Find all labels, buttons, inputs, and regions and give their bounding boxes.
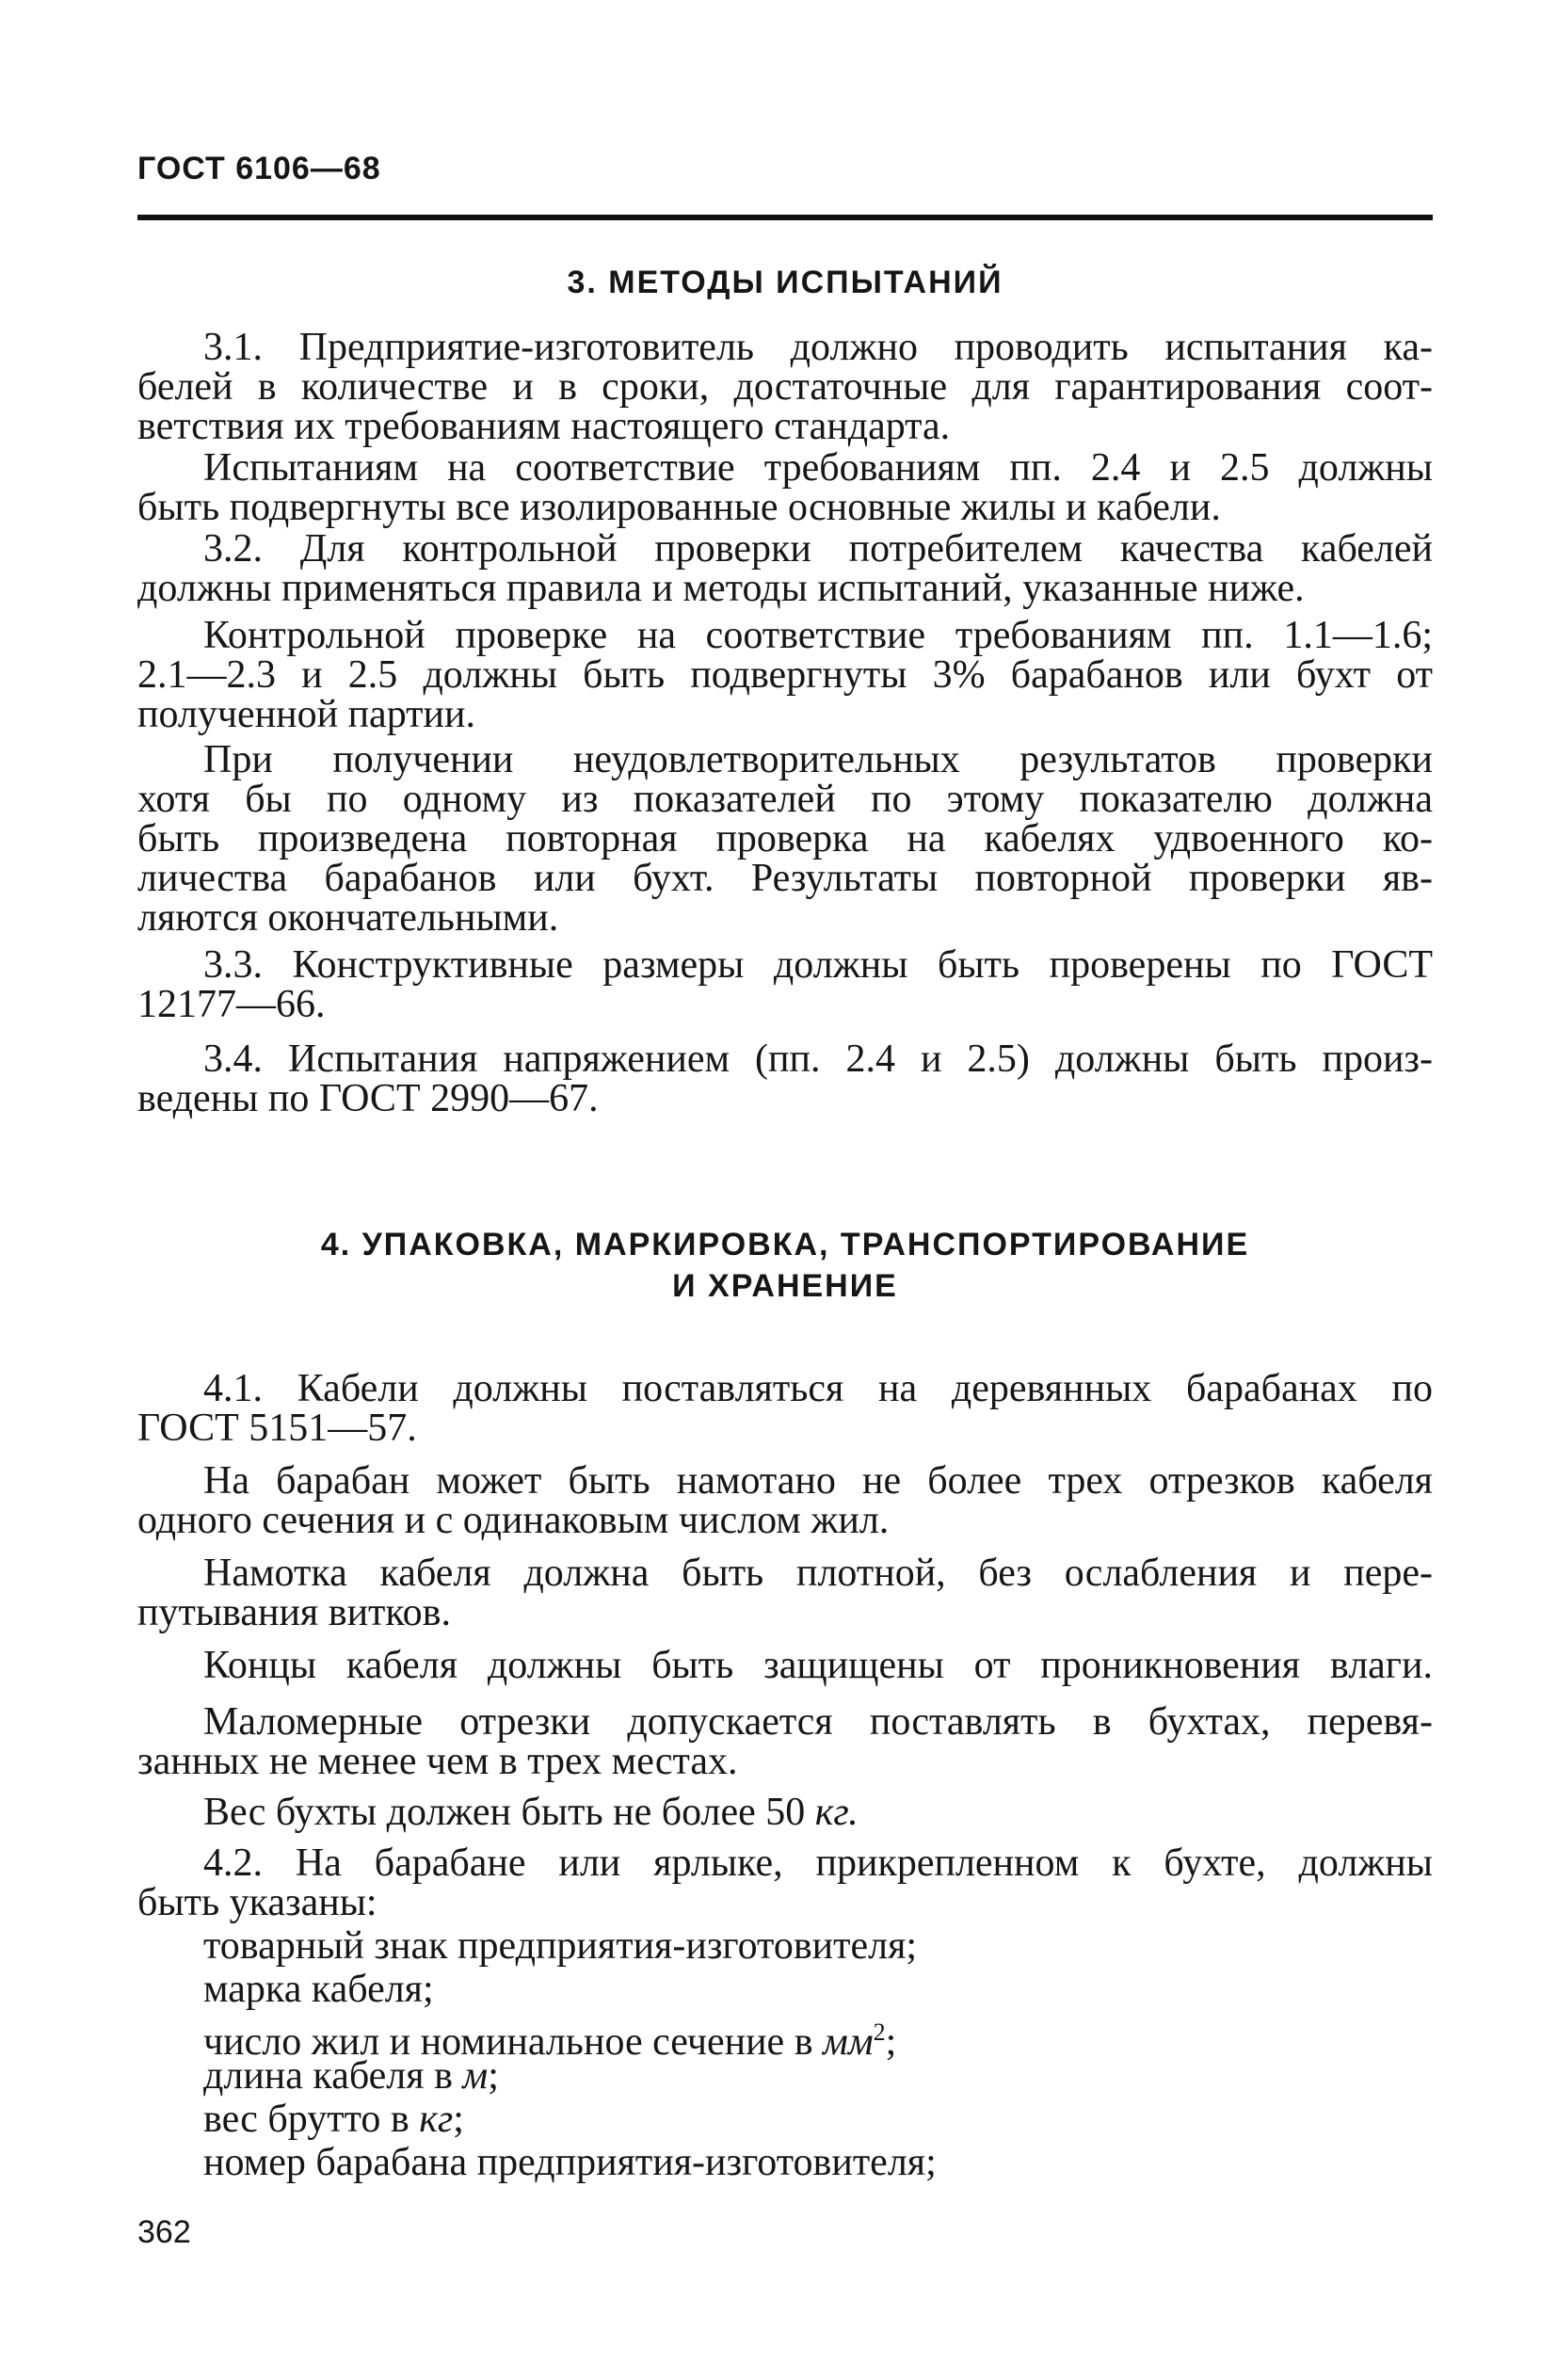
text-line: Маломерные отрезки допускается поставлять в бухтах, перевя- — [203, 1700, 1433, 1744]
text-line: ГОСТ 5151—57. — [137, 1407, 417, 1450]
text-line: На барабан может быть намотано не более трех отрезков кабеля — [203, 1459, 1433, 1503]
unit-text: мм — [823, 2020, 874, 2064]
paragraph-4-1-f — [137, 1793, 1433, 1832]
text-line — [137, 1793, 1433, 1832]
paragraph-3-2-b — [137, 616, 1433, 734]
text-line: 4.2. На барабане или ярлыке, прикрепленном к бухте, должны — [203, 1841, 1433, 1885]
paragraph-4-1-e — [137, 1702, 1433, 1781]
list-item: товарный знак предприятия-изготовителя; — [203, 1924, 918, 1968]
unit-text: м — [462, 2054, 489, 2098]
text-line: 2.1—2.3 и 2.5 должны быть подвергнуты 3% барабанов или бухт от — [137, 653, 1433, 697]
paragraph-3-2 — [137, 529, 1433, 608]
paragraph-3-4 — [137, 1039, 1433, 1118]
list-item — [203, 2099, 464, 2139]
bale-weight-text: Вес бухты должен быть не более 50 — [203, 1791, 815, 1834]
text-line: быть указаны: — [137, 1881, 377, 1924]
text-line: Контрольной проверке на соответствие требованиям пп. 1.1—1.6; — [203, 614, 1433, 657]
text-line: 3.1. Предприятие-изготовитель должно проводить испытания ка- — [203, 326, 1433, 369]
list-item-text: длина кабеля в — [203, 2054, 463, 2098]
paragraph-3-2-c — [137, 740, 1433, 938]
text-line: Намотка кабеля должна быть плотной, без ослабления и пере- — [203, 1552, 1433, 1595]
section-4-title — [137, 1224, 1433, 1307]
list-item-end: ; — [453, 2098, 464, 2141]
text-line: личества барабанов или бухт. Результаты повторной проверки яв- — [137, 857, 1433, 900]
list-item: номер барабана предприятия-изготовителя; — [203, 2141, 937, 2184]
bale-weight-unit: кг. — [814, 1791, 859, 1834]
text-line: полученной партии. — [137, 693, 475, 736]
section-3-title — [137, 262, 1433, 303]
text-line: Испытаниям на соответствие требованиям пп. 2.4 и 2.5 должны — [203, 446, 1433, 490]
text-line: 3.2. Для контрольной проверки потребителем качества кабелей — [203, 527, 1433, 571]
paragraph-4-1-d — [137, 1646, 1433, 1685]
text-line: быть подвергнуты все изолированные основные жилы и кабели. — [137, 486, 1221, 529]
text-line: При получении неудовлетворительных результатов проверки — [203, 738, 1433, 781]
paragraph-4-1-b — [137, 1461, 1433, 1540]
text-line: ведены по ГОСТ 2990—67. — [137, 1077, 599, 1120]
text-line: белей в количестве и в сроки, достаточные для гарантирования соот- — [137, 365, 1433, 409]
text-line: путывания витков. — [137, 1591, 452, 1634]
paragraph-4-1-c — [137, 1553, 1433, 1632]
unit-text: кг — [419, 2098, 454, 2141]
text-line: 3.4. Испытания напряжением (пп. 2.4 и 2.5) должны быть произ- — [203, 1037, 1433, 1081]
text-line: 4.1. Кабели должны поставляться на деревянных барабанах по — [203, 1367, 1433, 1410]
text-line: ляются окончательными. — [137, 896, 559, 940]
paragraph-3-3 — [137, 945, 1433, 1024]
text-line: должны применяться правила и методы испытаний, указанные ниже. — [137, 567, 1305, 610]
text-line: 3.3. Конструктивные размеры должны быть проверены по ГОСТ — [203, 943, 1433, 987]
paragraph-3-1 — [137, 328, 1433, 446]
list-item — [203, 2056, 499, 2096]
unit-superscript: 2 — [873, 2018, 886, 2046]
list-item-text: число жил и номинальное сечение в — [203, 2020, 824, 2064]
paragraph-3-1-b — [137, 448, 1433, 527]
text-line: быть произведена повторная проверка на кабелях удвоенного ко- — [137, 817, 1433, 860]
list-item-end: ; — [488, 2054, 499, 2098]
paragraph-4-2 — [137, 1843, 1433, 1922]
section-4-title-line-2: И ХРАНЕНИЕ — [672, 1268, 898, 1304]
list-item: марка кабеля; — [203, 1968, 434, 2011]
section-3-title-text: 3. МЕТОДЫ ИСПЫТАНИЙ — [567, 265, 1003, 300]
header-rule — [137, 215, 1433, 220]
text-line: ветствия их требованиям настоящего стандарта. — [137, 405, 951, 448]
standard-code: ГОСТ 6106—68 — [137, 151, 381, 186]
paragraph-4-1 — [137, 1369, 1433, 1448]
list-item-text: вес брутто в — [203, 2098, 420, 2141]
section-4-title-line-1: 4. УПАКОВКА, МАРКИРОВКА, ТРАНСПОРТИРОВАНИЕ — [320, 1227, 1250, 1262]
list-item-end: ; — [885, 2020, 897, 2064]
text-line: хотя бы по одному из показателей по этому показателю должна — [137, 778, 1433, 821]
text-line: занных не менее чем в трех местах. — [137, 1740, 738, 1783]
text-line: одного сечения и с одинаковым числом жил. — [137, 1499, 890, 1542]
text-line: 12177—66. — [137, 983, 326, 1026]
text-line: Концы кабеля должны быть защищены от проникновения влаги. — [203, 1644, 1433, 1687]
page-number: 362 — [137, 2214, 191, 2250]
